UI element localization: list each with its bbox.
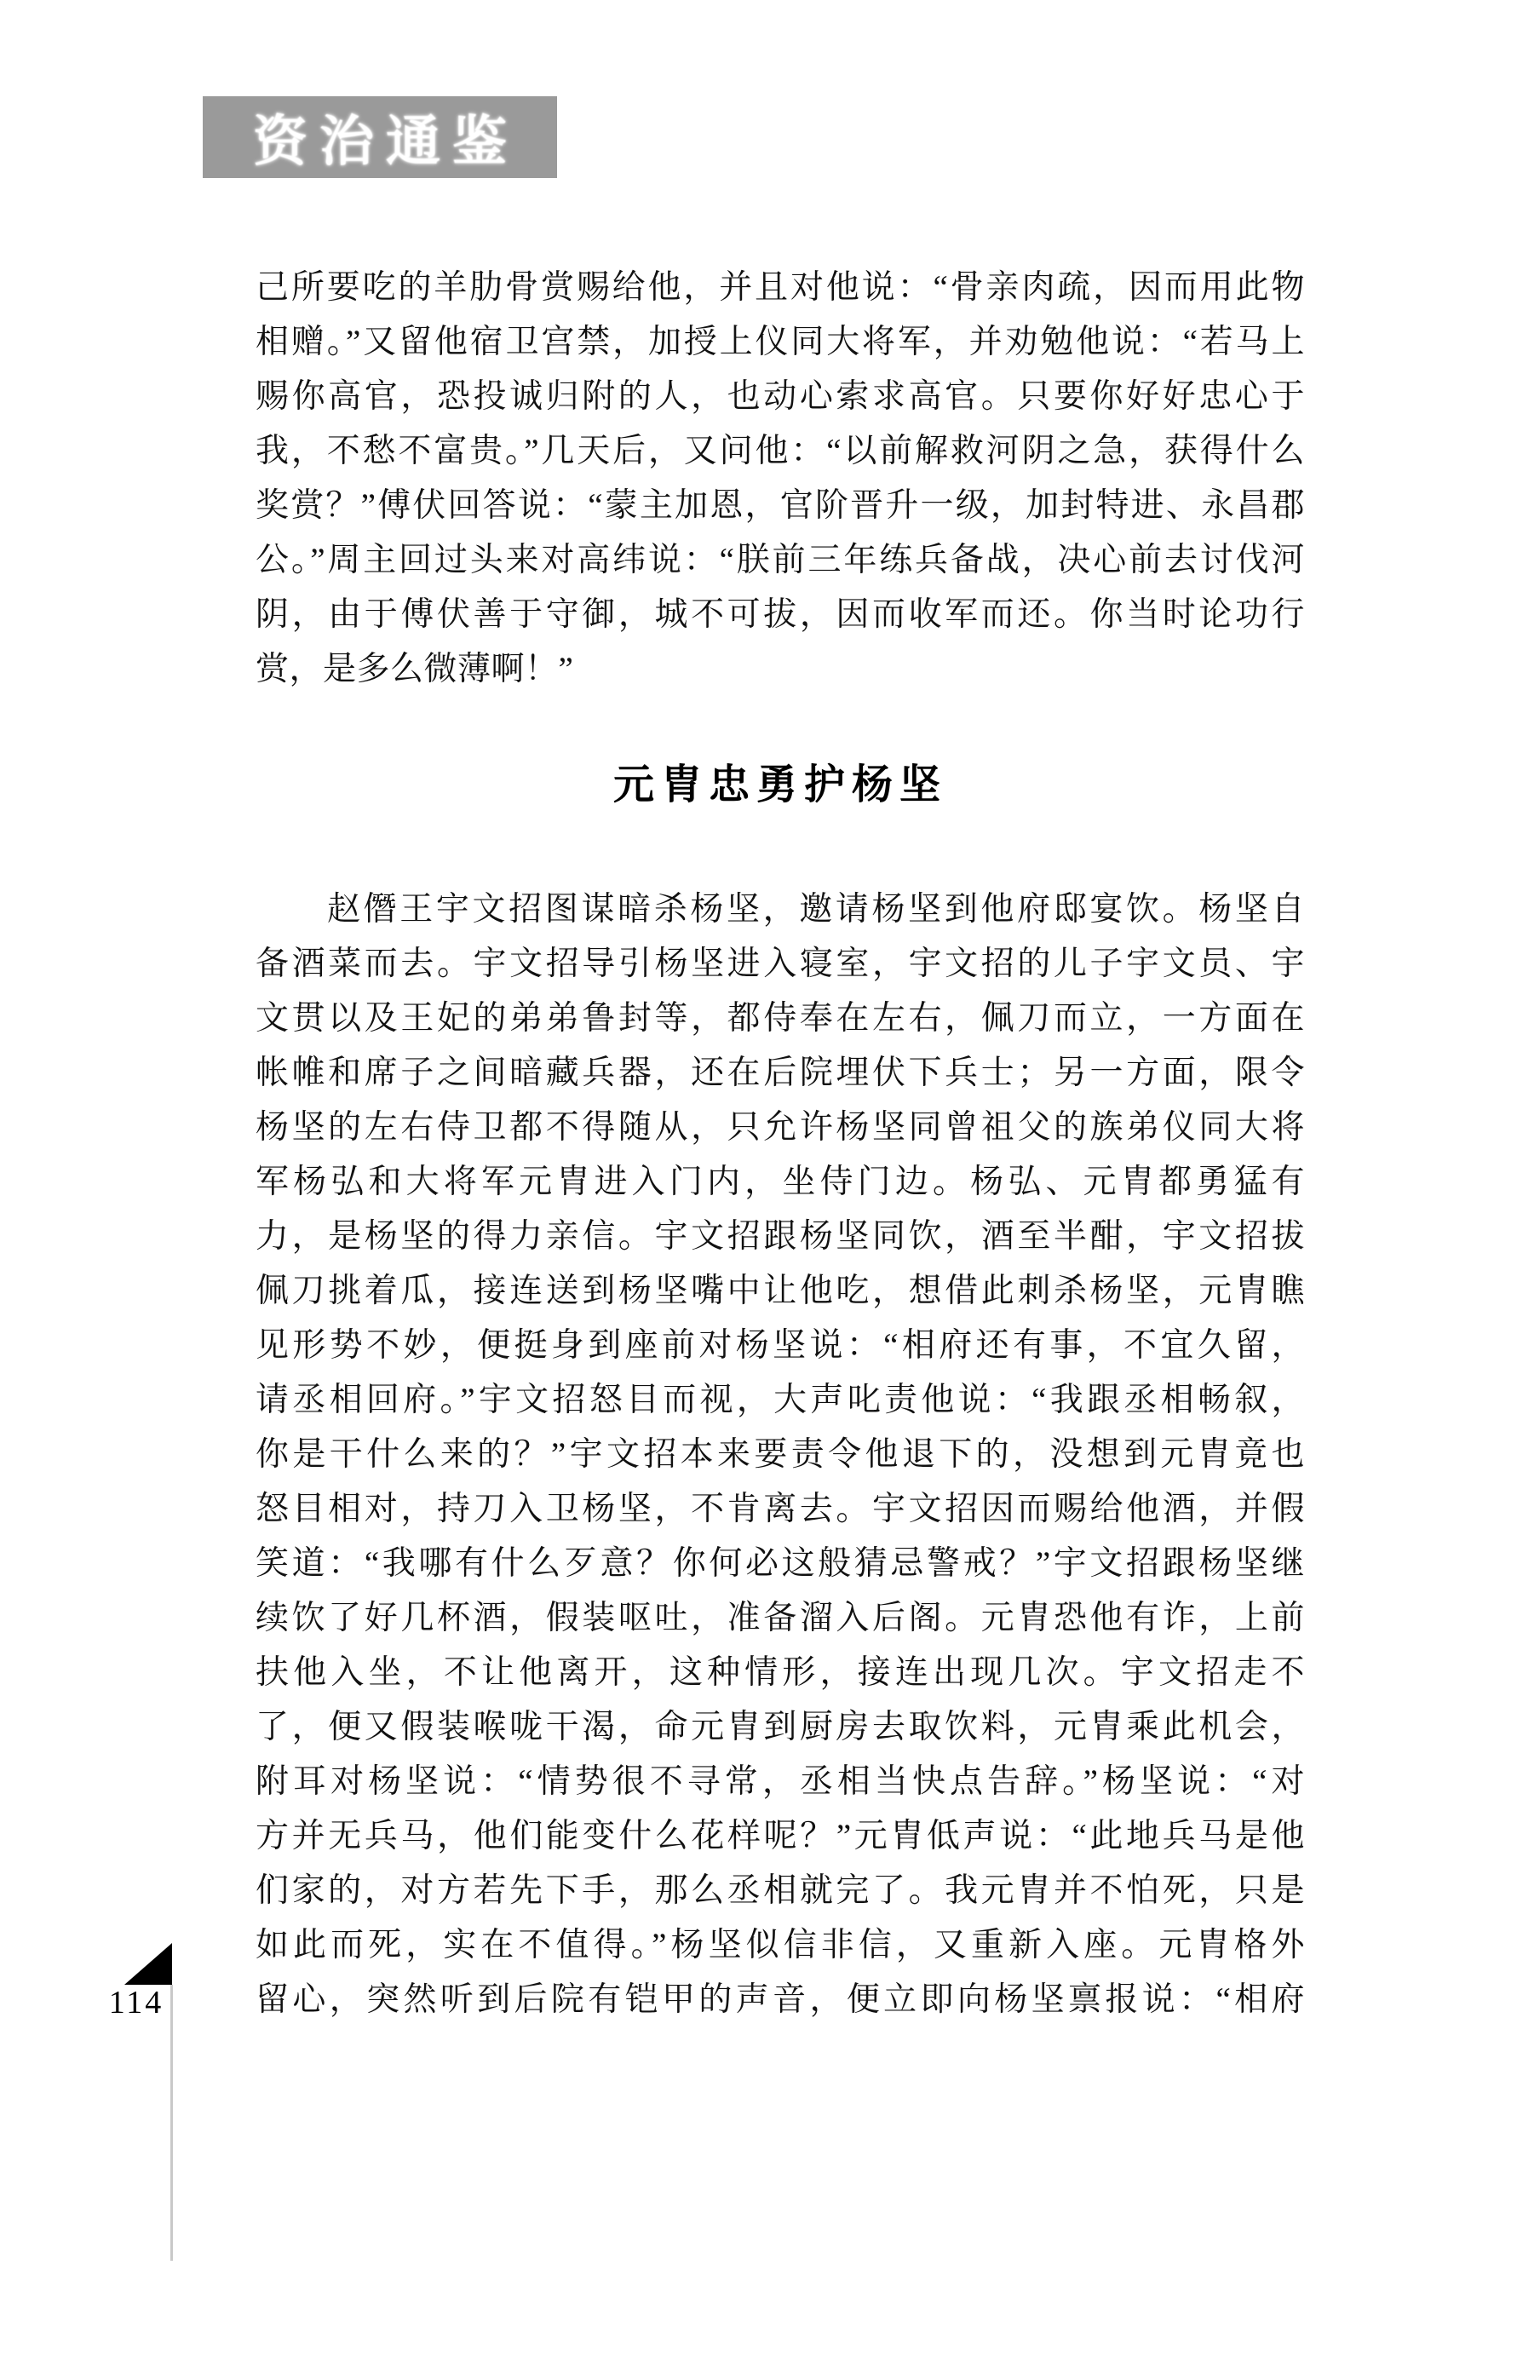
paragraph-2 [256, 882, 1305, 2027]
text-line: 你是干什么来的？”宇文招本来要责令他退下的，没想到元胄竟也 [256, 1436, 1305, 1473]
page-corner-triangle-icon [124, 1943, 172, 1985]
text-line: 赐你高官，恐投诚归附的人，也动心索求高官。只要你好好忠心于 [256, 378, 1305, 415]
text-line: 相赠。”又留他宿卫宫禁，加授上仪同大将军，并劝勉他说：“若马上 [256, 324, 1305, 360]
text-line: 杨坚的左右侍卫都不得随从，只允许杨坚同曾祖父的族弟仪同大将 [256, 1109, 1305, 1146]
page-number: 114 [108, 1985, 164, 2021]
paragraph-1 [256, 261, 1305, 697]
text-line: 留心，突然听到后院有铠甲的声音，便立即向杨坚禀报说：“相府 [256, 1981, 1305, 2018]
text-line: 笑道：“我哪有什么歹意？你何必这般猜忌警戒？”宇文招跟杨坚继 [256, 1545, 1305, 1582]
text-line: 帐帷和席子之间暗藏兵器，还在后院埋伏下兵士；另一方面，限令 [256, 1055, 1305, 1091]
section-heading: 元胄忠勇护杨坚 [612, 762, 947, 808]
text-line: 军杨弘和大将军元胄进入门内，坐侍门边。杨弘、元胄都勇猛有 [256, 1164, 1305, 1200]
brand-banner-text: 资治通鉴 [253, 111, 519, 172]
text-line: 文贯以及王妃的弟弟鲁封等，都侍奉在左右，佩刀而立，一方面在 [256, 1000, 1305, 1037]
text-line: 请丞相回府。”宇文招怒目而视，大声叱责他说：“我跟丞相畅叙， [256, 1382, 1305, 1418]
text-line: 佩刀挑着瓜，接连送到杨坚嘴中让他吃，想借此刺杀杨坚，元胄瞧 [256, 1273, 1305, 1309]
text-line: 赏，是多么微薄啊！” [256, 651, 574, 687]
text-line: 附耳对杨坚说：“情势很不寻常，丞相当快点告辞。”杨坚说：“对 [256, 1763, 1305, 1800]
text-line: 扶他入坐，不让他离开，这种情形，接连出现几次。宇文招走不 [256, 1654, 1305, 1691]
text-line: 奖赏？”傅伏回答说：“蒙主加恩，官阶晋升一级，加封特进、永昌郡 [256, 487, 1305, 524]
text-line: 力，是杨坚的得力亲信。宇文招跟杨坚同饮，酒至半酣，宇文招拔 [256, 1218, 1305, 1255]
text-line: 见形势不妙，便挺身到座前对杨坚说：“相府还有事，不宜久留， [256, 1327, 1305, 1364]
text-line: 怒目相对，持刀入卫杨坚，不肯离去。宇文招因而赐给他酒，并假 [256, 1491, 1305, 1527]
text-line: 备酒菜而去。宇文招导引杨坚进入寝室，宇文招的儿子宇文员、宇 [256, 946, 1305, 982]
text-line: 续饮了好几杯酒，假装呕吐，准备溜入后阁。元胄恐他有诈，上前 [256, 1600, 1305, 1636]
brand-banner [203, 96, 557, 178]
margin-rule [170, 1985, 173, 2261]
text-line: 己所要吃的羊肋骨赏赐给他，并且对他说：“骨亲肉疏，因而用此物 [256, 269, 1305, 306]
text-line: 方并无兵马，他们能变什么花样呢？”元胄低声说：“此地兵马是他 [256, 1818, 1305, 1854]
text-line: 们家的，对方若先下手，那么丞相就完了。我元胄并不怕死，只是 [256, 1872, 1305, 1909]
text-line: 阴，由于傅伏善于守御，城不可拔，因而收军而还。你当时论功行 [256, 596, 1305, 633]
text-line: 我，不愁不富贵。”几天后，又问他：“以前解救河阴之急，获得什么 [256, 433, 1305, 469]
text-line: 公。”周主回过头来对高纬说：“朕前三年练兵备战，决心前去讨伐河 [256, 542, 1305, 578]
text-line: 如此而死，实在不值得。”杨坚似信非信，又重新入座。元胄格外 [256, 1927, 1305, 1963]
text-line: 了，便又假装喉咙干渴，命元胄到厨房去取饮料，元胄乘此机会， [256, 1709, 1305, 1745]
text-line: 赵僭王宇文招图谋暗杀杨坚，邀请杨坚到他府邸宴饮。杨坚自 [327, 891, 1305, 928]
